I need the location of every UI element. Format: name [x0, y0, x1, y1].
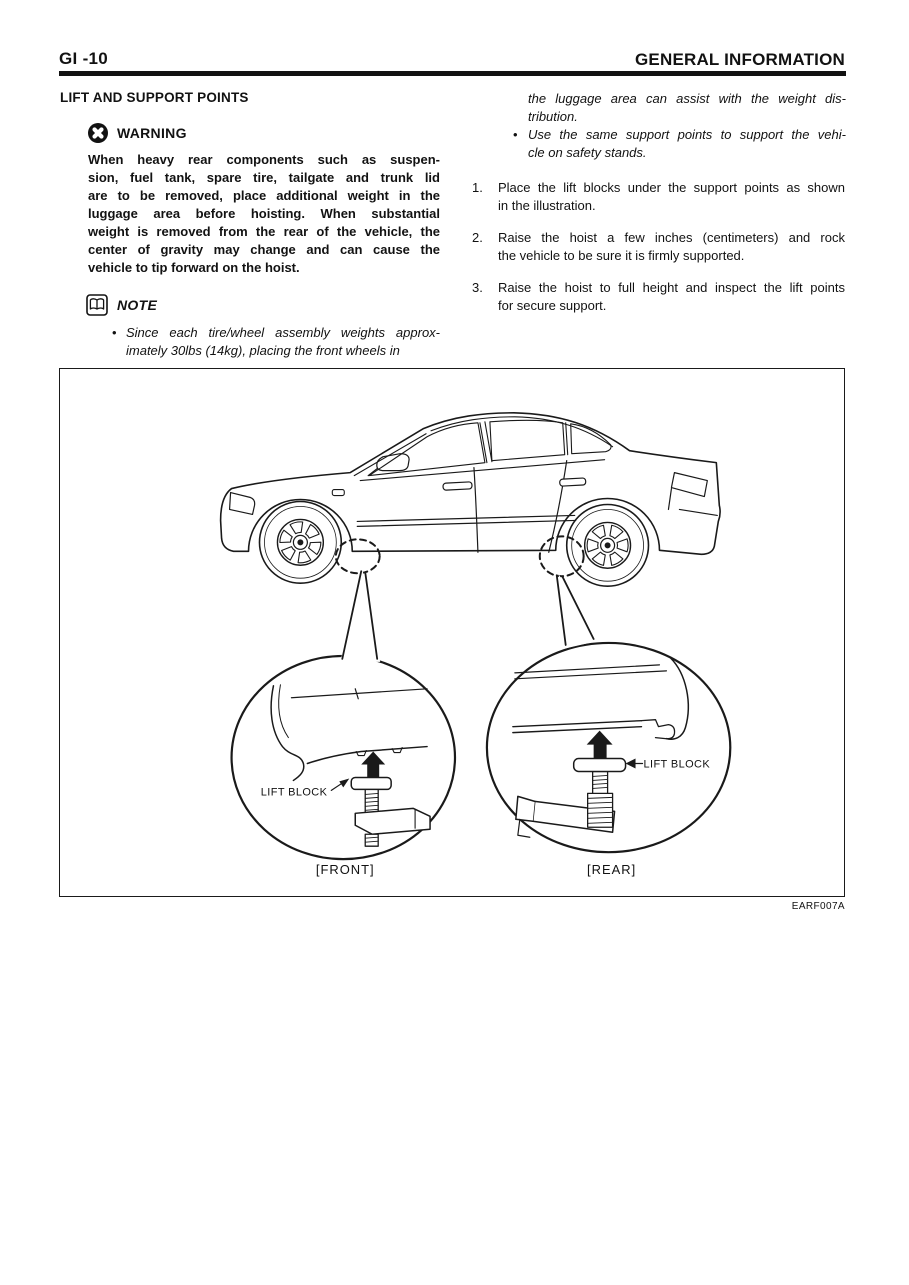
front-lift-block-label: LIFT BLOCK — [260, 786, 328, 799]
header-rule — [59, 71, 846, 76]
section-title: LIFT AND SUPPORT POINTS — [60, 90, 249, 105]
text-line: center of gravity may change and can cause the — [88, 242, 440, 257]
text-line: vehicle to tip forward on the hoist. — [88, 260, 300, 275]
rear-caption: [REAR] — [587, 862, 637, 878]
note-continuation — [470, 90, 846, 126]
front-door-handle — [443, 482, 472, 490]
step-text — [498, 279, 845, 315]
note-item-2 — [470, 126, 846, 162]
step-2 — [470, 229, 846, 265]
note-open-book-icon — [86, 294, 108, 316]
front-caption: [FRONT] — [315, 862, 375, 878]
text-line: for secure support. — [498, 298, 607, 313]
tail-lamp — [671, 473, 707, 497]
lift-points-illustration — [60, 369, 844, 896]
text-line: imately 30lbs (14kg), placing the front wheels in — [126, 343, 400, 358]
text-line: Place the lift blocks under the support points as shown — [498, 180, 845, 195]
front-wheel — [259, 501, 341, 583]
page-code: GI -10 — [59, 49, 109, 68]
step-number: 3. — [472, 280, 483, 295]
front-lift-point-marker — [336, 539, 380, 573]
rear-lift-point-marker — [540, 536, 584, 576]
step-text — [498, 179, 845, 215]
fender-badge — [332, 490, 344, 496]
text-line: Use the same support points to support the vehi- — [528, 127, 846, 142]
note-item-2-lines — [528, 126, 846, 162]
car-side-view — [221, 413, 721, 586]
note-item-lines — [126, 324, 440, 360]
text-line: luggage area before hoisting. When substantial — [88, 206, 440, 221]
text-line: are to be removed, place additional weight in the — [88, 188, 440, 203]
note-label: NOTE — [117, 297, 158, 313]
text-line: Raise the hoist a few inches (centimeters) and rock — [498, 230, 845, 245]
text-line: weight is removed from the rear of the vehicle, the — [88, 224, 440, 239]
step-number: 1. — [472, 180, 483, 195]
bullet-glyph: • — [112, 325, 117, 340]
warning-x-circle-icon — [88, 123, 108, 143]
text-line: Since each tire/wheel assembly weights approx- — [126, 325, 440, 340]
text-line: tribution. — [528, 109, 578, 124]
front-lift-block — [351, 777, 391, 789]
text-line: in the illustration. — [498, 198, 596, 213]
figure-box — [59, 368, 845, 897]
warning-label: WARNING — [117, 125, 187, 141]
text-line: Raise the hoist to full height and inspect the lift points — [498, 280, 845, 295]
step-3 — [470, 279, 846, 315]
warning-header — [88, 123, 187, 143]
bullet-glyph: • — [513, 127, 518, 142]
text-line: the luggage area can assist with the weight dis- — [528, 91, 846, 106]
text-line: the vehicle to be sure it is firmly supported. — [498, 248, 745, 263]
rear-lift-block-label: LIFT BLOCK — [643, 758, 711, 771]
step-number: 2. — [472, 230, 483, 245]
step-1 — [470, 179, 846, 215]
text-line: cle on safety stands. — [528, 145, 647, 160]
figure-code: EARF007A — [791, 901, 845, 912]
step-text — [498, 229, 845, 265]
rear-door-handle — [560, 478, 586, 486]
text-line: sion, fuel tank, spare tire, tailgate and trunk lid — [88, 170, 440, 185]
note-header — [86, 294, 157, 316]
rear-lift-block — [574, 759, 626, 772]
page-title: GENERAL INFORMATION — [635, 50, 845, 69]
note-item — [88, 324, 440, 360]
warning-text — [88, 151, 440, 277]
text-line: When heavy rear components such as suspen- — [88, 152, 440, 167]
headlight — [230, 493, 255, 515]
